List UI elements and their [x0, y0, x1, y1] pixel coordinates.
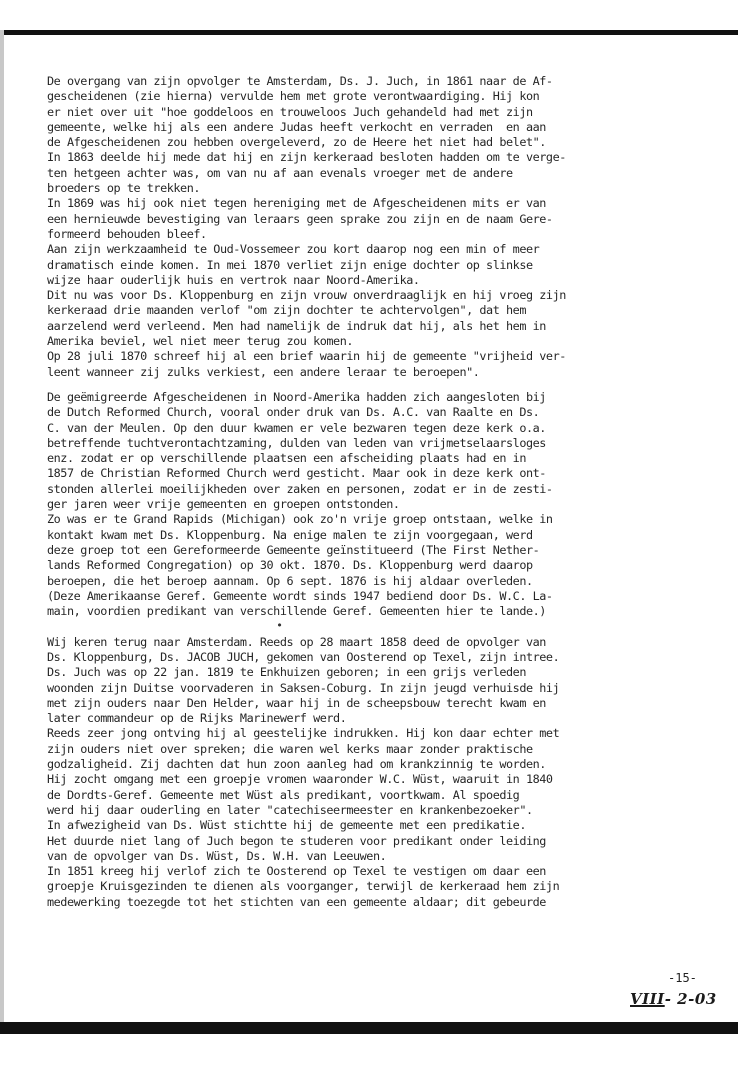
- text-line: de Dutch Reformed Church, vooral onder druk van Ds. A.C. van Raalte en Ds.: [47, 405, 540, 420]
- paragraph-noord-amerika: [47, 390, 712, 619]
- body-text: [47, 74, 712, 910]
- text-line: godzaligheid. Zij dachten dat hun zoon aanleg had om krankzinnig te worden.: [47, 757, 546, 772]
- document-reference: [630, 990, 717, 1008]
- text-line: Op 28 juli 1870 schreef hij al een brief waarin hij de gemeente "vrijheid ver-: [47, 349, 566, 364]
- text-line: wijze haar ouderlijk huis en vertrok naar Noord-Amerika.: [47, 272, 420, 287]
- scan-left-edge: [0, 30, 4, 1034]
- text-line: formeerd behouden bleef.: [47, 226, 207, 241]
- text-line: Hij zocht omgang met een groepje vromen waaronder W.C. Wüst, waaruit in 1840: [47, 772, 553, 787]
- text-line: zijn ouders niet over spreken; die waren wel kerks maar zonder praktische: [47, 741, 533, 756]
- text-line: Zo was er te Grand Rapids (Michigan) ook zo'n vrije groep ontstaan, welke in: [47, 512, 553, 527]
- text-line: Amerika beviel, wel niet meer terug zou komen.: [47, 334, 354, 349]
- paragraph-jacob-juch: [47, 635, 712, 910]
- text-line: aarzelend werd verleend. Men had namelijk de indruk dat hij, als het hem in: [47, 318, 546, 333]
- text-line: later commandeur op de Rijks Marinewerf werd.: [47, 711, 347, 726]
- text-line: beroepen, die het beroep aannam. Op 6 sept. 1876 is hij aldaar overleden.: [47, 573, 533, 588]
- text-line: Reeds zeer jong ontving hij al geestelijke indrukken. Hij kon daar echter met: [47, 726, 560, 741]
- text-line: Aan zijn werkzaamheid te Oud-Vossemeer zou kort daarop nog een min of meer: [47, 242, 540, 257]
- text-line: de Afgescheidenen zou hebben overgeleverd, zo de Heere het niet had belet".: [47, 135, 546, 150]
- text-line: gescheidenen (zie hierna) vervulde hem met grote verontwaardiging. Hij kon: [47, 89, 540, 104]
- text-line: ger jaren weer vrije gemeenten en groepen ontstonden.: [47, 497, 400, 512]
- text-line: van de opvolger van Ds. Wüst, Ds. W.H. van Leeuwen.: [47, 848, 387, 863]
- text-line: er niet over uit "hoe goddeloos en trouweloos Juch gehandeld had met zijn: [47, 104, 533, 119]
- text-line: Het duurde niet lang of Juch begon te studeren voor predikant onder leiding: [47, 833, 546, 848]
- text-line: De overgang van zijn opvolger te Amsterdam, Ds. J. Juch, in 1861 naar de Af-: [47, 74, 553, 88]
- text-line: Ds. Juch was op 22 jan. 1819 te Enkhuizen geboren; in een grijs verleden: [47, 665, 526, 680]
- text-line: (Deze Amerikaanse Geref. Gemeente wordt sinds 1947 bediend door Ds. W.C. La-: [47, 588, 553, 603]
- scan-bottom-border: [0, 1022, 738, 1034]
- paragraph-kloppenburg-amsterdam: [47, 74, 712, 380]
- text-line: gemeente, welke hij als een andere Judas heeft verkocht en verraden en aan: [47, 119, 546, 134]
- text-line: Ds. Kloppenburg, Ds. JACOB JUCH, gekomen van Oosterend op Texel, zijn intree.: [47, 649, 560, 664]
- text-line: woonden zijn Duitse voorvaderen in Saksen-Coburg. In zijn jeugd verhuisde hij: [47, 680, 560, 695]
- doc-ref-suffix: - 2-03: [664, 990, 717, 1008]
- text-line: In 1869 was hij ook niet tegen hereniging met de Afgescheidenen mits er van: [47, 196, 546, 211]
- text-line: C. van der Meulen. Op den duur kwamen er vele bezwaren tegen deze kerk o.a.: [47, 420, 546, 435]
- text-line: Dit nu was voor Ds. Kloppenburg en zijn vrouw onverdraaglijk en hij vroeg zijn: [47, 288, 566, 303]
- text-line: een hernieuwde bevestiging van leraars geen sprake zou zijn en de naam Gere-: [47, 211, 553, 226]
- text-line: In 1863 deelde hij mede dat hij en zijn kerkeraad besloten hadden om te verge-: [47, 150, 566, 165]
- text-line: deze groep tot een Gereformeerde Gemeente geïnstitueerd (The First Nether-: [47, 542, 540, 557]
- text-line: leent wanneer zij zulks verkiest, een andere leraar te beroepen".: [47, 364, 480, 379]
- text-line: In afwezigheid van Ds. Wüst stichtte hij de gemeente met een predikatie.: [47, 818, 526, 833]
- text-line: In 1851 kreeg hij verlof zich te Oosterend op Texel te vestigen om daar een: [47, 864, 546, 879]
- page-number: -15-: [668, 971, 697, 985]
- text-line: met zijn ouders naar Den Helder, waar hij in de scheepsbouw terecht kwam en: [47, 695, 546, 710]
- text-line: groepje Kruisgezinden te dienen als voorganger, terwijl de kerkeraad hem zijn: [47, 879, 560, 894]
- text-line: 1857 de Christian Reformed Church werd gesticht. Maar ook in deze kerk ont-: [47, 466, 546, 481]
- text-line: enz. zodat er op verschillende plaatsen een afscheiding plaats had en in: [47, 451, 526, 466]
- text-line: betreffende tuchtverontachtzaming, dulden van leden van vrijmetselaarsloges: [47, 435, 546, 450]
- scan-top-border: [0, 30, 738, 35]
- text-line: de Dordts-Geref. Gemeente met Wüst als predikant, voortkwam. Al spoedig: [47, 787, 520, 802]
- text-line: medewerking toezegde tot het stichten van een gemeente aldaar; dit gebeurde: [47, 894, 546, 909]
- text-line: dramatisch einde komen. In mei 1870 verliet zijn enige dochter op slinkse: [47, 257, 533, 272]
- text-line: ten hetgeen achter was, om van nu af aan evenals vroeger met de andere: [47, 165, 513, 180]
- text-line: kerkeraad drie maanden verlof "om zijn dochter te achtervolgen", dat hem: [47, 303, 526, 318]
- text-line: De geëmigreerde Afgescheidenen in Noord-Amerika hadden zich aangesloten bij: [47, 389, 546, 404]
- text-line: werd hij daar ouderling en later "catechiseermeester en krankenbezoeker".: [47, 802, 533, 817]
- section-divider: •: [276, 619, 283, 633]
- text-line: broeders op te trekken.: [47, 181, 201, 196]
- text-line: stonden allerlei moeilijkheden over zaken en personen, zodat er in de zesti-: [47, 481, 553, 496]
- text-line: Wij keren terug naar Amsterdam. Reeds op 28 maart 1858 deed de opvolger van: [47, 634, 546, 649]
- doc-ref-roman: VIII: [630, 990, 665, 1008]
- text-line: main, voordien predikant van verschillende Geref. Gemeenten hier te lande.): [47, 604, 546, 619]
- text-line: kontakt kwam met Ds. Kloppenburg. Na enige malen te zijn voorgegaan, werd: [47, 527, 533, 542]
- text-line: lands Reformed Congregation) op 30 okt. 1870. Ds. Kloppenburg werd daarop: [47, 558, 533, 573]
